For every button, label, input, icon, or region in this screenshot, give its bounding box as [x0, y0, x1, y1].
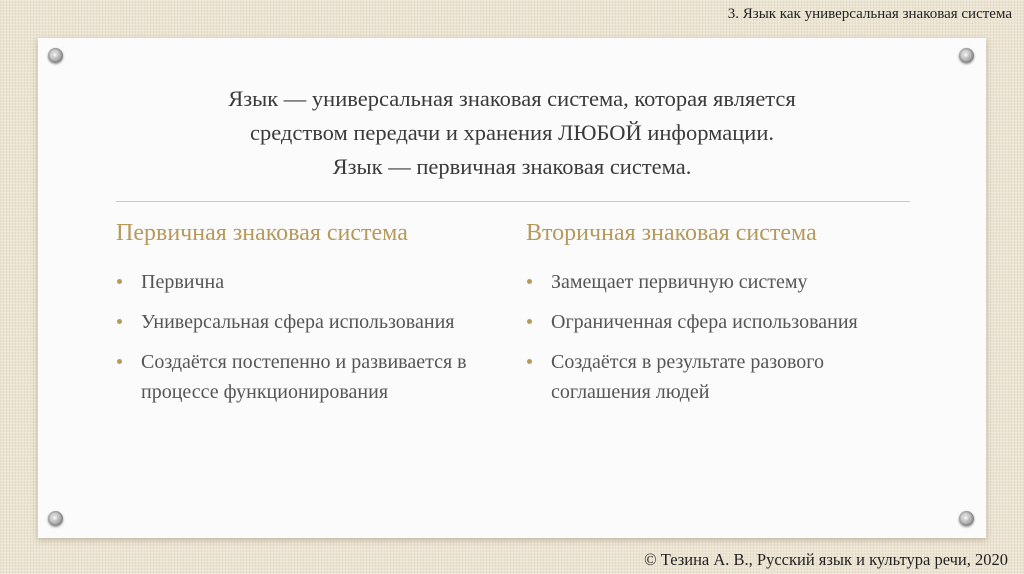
slide-card — [38, 38, 986, 538]
primary-system-column — [116, 220, 496, 417]
secondary-system-column — [526, 220, 906, 417]
lead-line: средством передачи и хранения ЛЮБОЙ информации. — [250, 120, 774, 145]
pin-icon — [959, 511, 974, 526]
slide-section-title: 3. Язык как универсальная знаковая система — [727, 6, 1012, 22]
list-item: Создаётся в результате разового соглашения людей — [526, 347, 906, 407]
pin-icon — [48, 48, 63, 63]
divider — [116, 201, 910, 202]
pin-icon — [48, 511, 63, 526]
lead-line: Язык — универсальная знаковая система, которая является — [228, 86, 796, 111]
lead-line: Язык — первичная знаковая система. — [332, 154, 692, 179]
list-item: Первична — [116, 267, 496, 297]
lead-text — [108, 82, 916, 184]
list-item: Замещает первичную систему — [526, 267, 906, 297]
secondary-system-list — [526, 267, 906, 407]
pin-icon — [959, 48, 974, 63]
secondary-system-heading: Вторичная знаковая система — [526, 220, 817, 246]
copyright-footer: © Тезина А. В., Русский язык и культура речи, 2020 — [644, 550, 1008, 569]
list-item: Создаётся постепенно и развивается в процессе функционирования — [116, 347, 496, 407]
list-item: Универсальная сфера использования — [116, 307, 496, 337]
list-item: Ограниченная сфера использования — [526, 307, 906, 337]
primary-system-heading: Первичная знаковая система — [116, 220, 408, 246]
primary-system-list — [116, 267, 496, 407]
